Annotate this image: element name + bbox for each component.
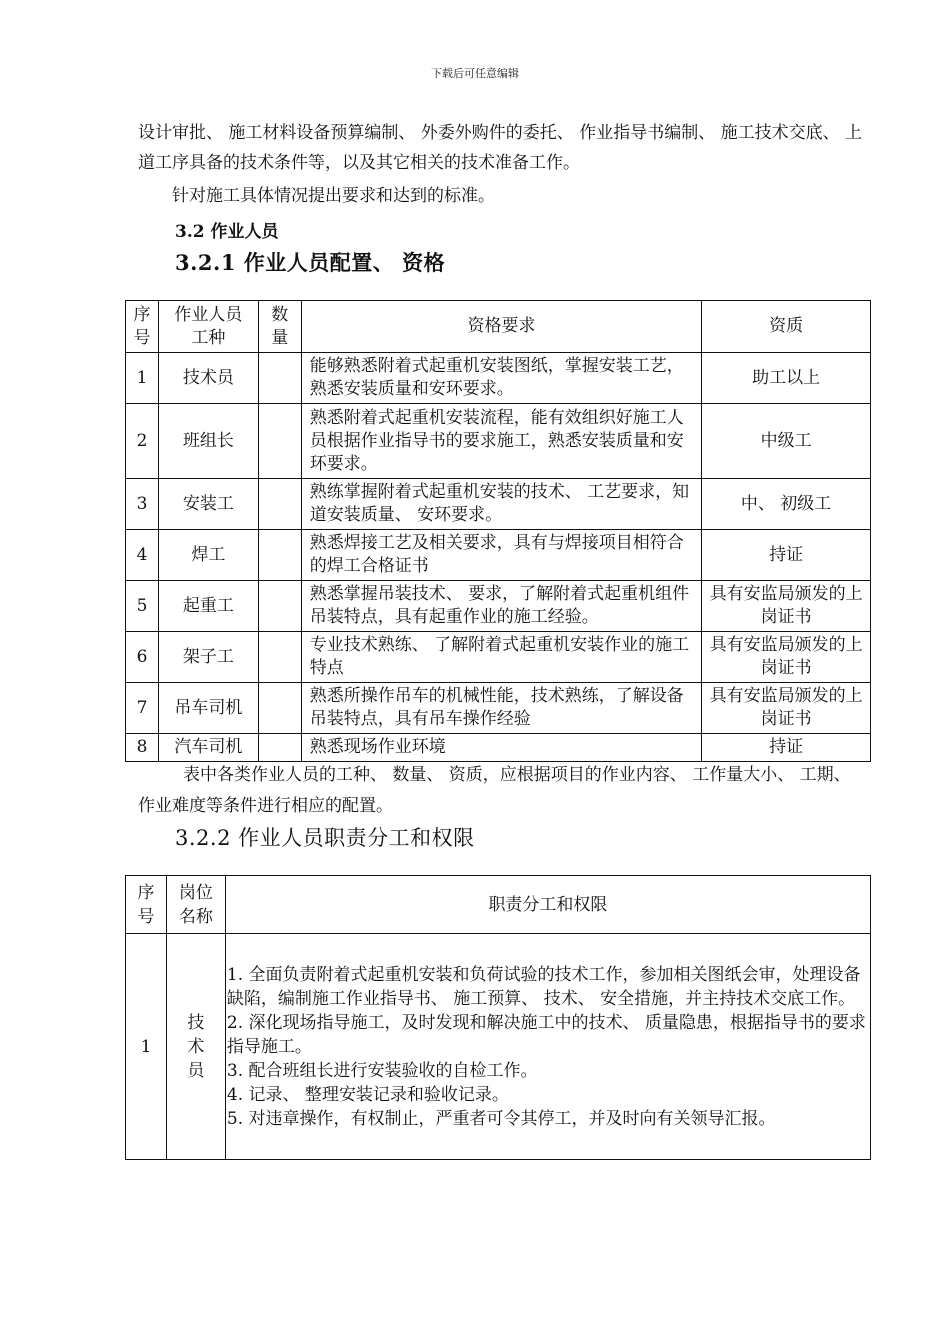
row-requirement: 能够熟悉附着式起重机安装图纸，掌握安装工艺，熟悉安装质量和安环要求。 bbox=[301, 353, 701, 404]
row-no: 3 bbox=[126, 479, 159, 530]
row-requirement: 熟悉焊接工艺及相关要求，具有与焊接项目相符合的焊工合格证书 bbox=[301, 530, 701, 581]
intro-paragraph-1: 设计审批、 施工材料设备预算编制、 外委外购件的委托、 作业指导书编制、 施工技术交底、 上道工序具备的技术条件等，以及其它相关的技术准备工作。 bbox=[138, 123, 863, 173]
header-no-line: 序 bbox=[137, 882, 155, 903]
header-duty: 职责分工和权限 bbox=[225, 876, 870, 934]
header-post-line: 名称 bbox=[178, 906, 213, 927]
row-count bbox=[258, 683, 301, 734]
table-row bbox=[126, 581, 871, 632]
duty-item: 2. 深化现场指导施工，及时发现和解决施工中的技术、 质量隐患，根据指导书的要求指导施工。 bbox=[226, 1012, 866, 1057]
row-post-char: 术 bbox=[187, 1036, 205, 1057]
row-qualification: 助工以上 bbox=[702, 353, 871, 404]
header-count-line: 量 bbox=[271, 327, 289, 348]
row-count bbox=[258, 353, 301, 404]
row-requirement: 熟悉所操作吊车的机械性能，技术熟练，了解设备吊装特点，具有吊车操作经验 bbox=[301, 683, 701, 734]
row-type: 班组长 bbox=[158, 404, 258, 479]
table-row bbox=[126, 404, 871, 479]
row-no: 7 bbox=[126, 683, 159, 734]
header-count-line: 数 bbox=[271, 304, 289, 325]
row-count bbox=[258, 530, 301, 581]
row-qualification: 具有安监局颁发的上岗证书 bbox=[702, 632, 871, 683]
row-type: 焊工 bbox=[158, 530, 258, 581]
header-type bbox=[158, 301, 258, 353]
row-type: 技术员 bbox=[158, 353, 258, 404]
table-row bbox=[126, 934, 871, 1160]
row-requirement: 专业技术熟练、 了解附着式起重机安装作业的施工特点 bbox=[301, 632, 701, 683]
header-count bbox=[258, 301, 301, 353]
table-row bbox=[126, 479, 871, 530]
row-no: 2 bbox=[126, 404, 159, 479]
header-post-line: 岗位 bbox=[178, 882, 213, 903]
row-count bbox=[258, 632, 301, 683]
row-type: 吊车司机 bbox=[158, 683, 258, 734]
header-qualification: 资质 bbox=[702, 301, 871, 353]
row-post-char: 员 bbox=[187, 1060, 205, 1081]
table-row bbox=[126, 632, 871, 683]
header-no bbox=[126, 301, 159, 353]
duty-item: 4. 记录、 整理安装记录和验收记录。 bbox=[226, 1084, 509, 1105]
row-type: 起重工 bbox=[158, 581, 258, 632]
table-row bbox=[126, 683, 871, 734]
table-row bbox=[126, 734, 871, 762]
header-requirement: 资格要求 bbox=[301, 301, 701, 353]
table-row bbox=[126, 353, 871, 404]
table-header-row bbox=[126, 301, 871, 353]
row-duties bbox=[225, 934, 870, 1160]
row-type: 安装工 bbox=[158, 479, 258, 530]
header-post bbox=[166, 876, 225, 934]
page-header: 下载后可任意编辑 bbox=[431, 67, 519, 80]
header-type-line: 作业人员 bbox=[174, 304, 243, 325]
row-requirement: 熟悉掌握吊装技术、 要求，了解附着式起重机组件吊装特点，具有起重作业的施工经验。 bbox=[301, 581, 701, 632]
table-row bbox=[126, 530, 871, 581]
section-3-2-2-title: 3.2.2 作业人员职责分工和权限 bbox=[175, 826, 475, 850]
duty-item: 1. 全面负责附着式起重机安装和负荷试验的技术工作，参加相关图纸会审，处理设备缺陷，编制施工作业指导书、 施工预算、 技术、 安全措施，并主持技术交底工作。 bbox=[226, 964, 861, 1009]
row-requirement: 熟悉现场作业环境 bbox=[301, 734, 701, 762]
row-qualification: 中、 初级工 bbox=[702, 479, 871, 530]
table1-note: 表中各类作业人员的工种、 数量、 资质，应根据项目的作业内容、 工作量大小、 工期、 作业难度等条件进行相应的配置。 bbox=[138, 765, 851, 816]
row-qualification: 具有安监局颁发的上岗证书 bbox=[702, 683, 871, 734]
header-no-line: 序 bbox=[133, 304, 151, 325]
table-header-row bbox=[126, 876, 871, 934]
intro-paragraph-2: 针对施工具体情况提出要求和达到的标准。 bbox=[172, 186, 495, 206]
row-post-char: 技 bbox=[187, 1012, 205, 1033]
row-type: 汽车司机 bbox=[158, 734, 258, 762]
section-3-2-1-title: 3.2.1 作业人员配置、 资格 bbox=[175, 250, 446, 275]
row-post bbox=[166, 934, 225, 1160]
row-count bbox=[258, 581, 301, 632]
row-qualification: 持证 bbox=[702, 530, 871, 581]
duty-item: 3. 配合班组长进行安装验收的自检工作。 bbox=[226, 1060, 538, 1081]
row-type: 架子工 bbox=[158, 632, 258, 683]
row-no: 6 bbox=[126, 632, 159, 683]
row-qualification: 具有安监局颁发的上岗证书 bbox=[702, 581, 871, 632]
row-count bbox=[258, 734, 301, 762]
row-no: 1 bbox=[126, 353, 159, 404]
row-requirement: 熟练掌握附着式起重机安装的技术、 工艺要求，知道安装质量、 安环要求。 bbox=[301, 479, 701, 530]
row-no: 5 bbox=[126, 581, 159, 632]
row-no: 8 bbox=[126, 734, 159, 762]
row-count bbox=[258, 404, 301, 479]
duties-table bbox=[125, 875, 871, 1160]
header-no-line: 号 bbox=[137, 906, 155, 927]
duty-item: 5. 对违章操作，有权制止，严重者可令其停工，并及时向有关领导汇报。 bbox=[226, 1108, 776, 1129]
row-no: 4 bbox=[126, 530, 159, 581]
header-no-line: 号 bbox=[133, 327, 151, 348]
row-count bbox=[258, 479, 301, 530]
row-no: 1 bbox=[126, 934, 167, 1160]
row-requirement: 熟悉附着式起重机安装流程，能有效组织好施工人员根据作业指导书的要求施工，熟悉安装质量和安环要求。 bbox=[301, 404, 701, 479]
section-3-2-title: 3.2 作业人员 bbox=[175, 222, 279, 242]
header-no bbox=[126, 876, 167, 934]
header-type-line: 工种 bbox=[191, 327, 226, 348]
row-qualification: 中级工 bbox=[702, 404, 871, 479]
row-qualification: 持证 bbox=[702, 734, 871, 762]
personnel-qualification-table bbox=[125, 300, 871, 762]
